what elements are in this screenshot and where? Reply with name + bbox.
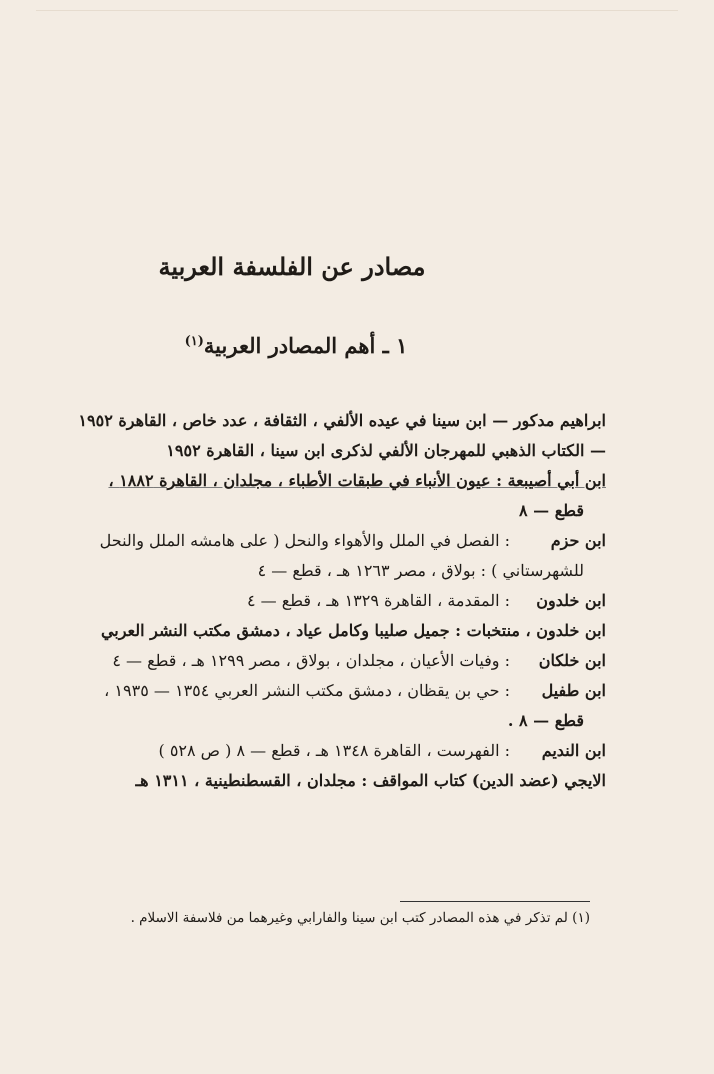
bibliography-entry: ابن خلكان: وفيات الأعيان ، مجلدان ، بولاق ، مصر ١٢٩٩ هـ ، قطع — ٤ <box>78 646 606 676</box>
bibliography-entry: ابن أبي أصيبعة : عيون الأنباء في طبقات الأطباء ، مجلدان ، القاهرة ١٨٨٢ ، <box>108 471 606 490</box>
section-label: أهم المصادر العربية <box>203 333 376 358</box>
entry-author: ابن حزم <box>550 531 606 550</box>
footnote-mark: (١) <box>184 334 204 349</box>
bibliography-entry: ابن النديم: الفهرست ، القاهرة ١٣٤٨ هـ ، قطع — ٨ ( ص ٥٢٨ ) <box>78 736 606 766</box>
bibliography-entry-continuation: للشهرستاني ) : بولاق ، مصر ١٢٦٣ هـ ، قطع — ٤ <box>257 561 584 580</box>
bibliography-entry: ابن حزم: الفصل في الملل والأهواء والنحل ( على هامشه الملل والنحل <box>78 526 606 556</box>
bibliography-entry: ابن خلدون ، منتخبات : جميل صليبا وكامل عياد ، دمشق مكتب النشر العربي <box>100 621 606 640</box>
page-title: مصادر عن الفلسفة العربية <box>158 252 426 281</box>
entry-author: ابن خلكان <box>538 651 606 670</box>
bibliography-entry: الايجي (عضد الدين) كتاب المواقف : مجلدان ، القسطنطينية ، ١٣١١ هـ <box>135 771 606 790</box>
bibliography-entry: ابن طفيل: حي بن يقظان ، دمشق مكتب النشر العربي ١٣٥٤ — ١٩٣٥ ، <box>78 676 606 706</box>
entry-author: ابن النديم <box>541 741 606 760</box>
bibliography-entry: — الكتاب الذهبي للمهرجان الألفي لذكرى ابن سينا ، القاهرة ١٩٥٢ <box>166 441 606 460</box>
entry-author: ابن طفيل <box>541 681 606 700</box>
footnote-divider <box>400 901 590 902</box>
bibliography-entry-continuation: قطع — ٨ <box>518 501 584 520</box>
entry-author: ابن خلدون <box>536 591 606 610</box>
bibliography-entry: ابراهيم مدكور — ابن سينا في عيده الألفي ، الثقافة ، عدد خاص ، القاهرة ١٩٥٢ <box>78 411 606 430</box>
bibliography-entry: ابن خلدون: المقدمة ، القاهرة ١٣٢٩ هـ ، قطع — ٤ <box>78 586 606 616</box>
section-number: ١ ـ <box>382 333 408 358</box>
footnote: (١) لم تذكر في هذه المصادر كتب ابن سينا والفارابي وغيرهما من فلاسفة الاسلام . <box>130 910 590 926</box>
section-heading <box>0 333 592 358</box>
page-edge <box>36 10 678 11</box>
bibliography-entry-continuation: قطع — ٨ . <box>507 711 584 730</box>
bibliography-list <box>78 406 606 796</box>
